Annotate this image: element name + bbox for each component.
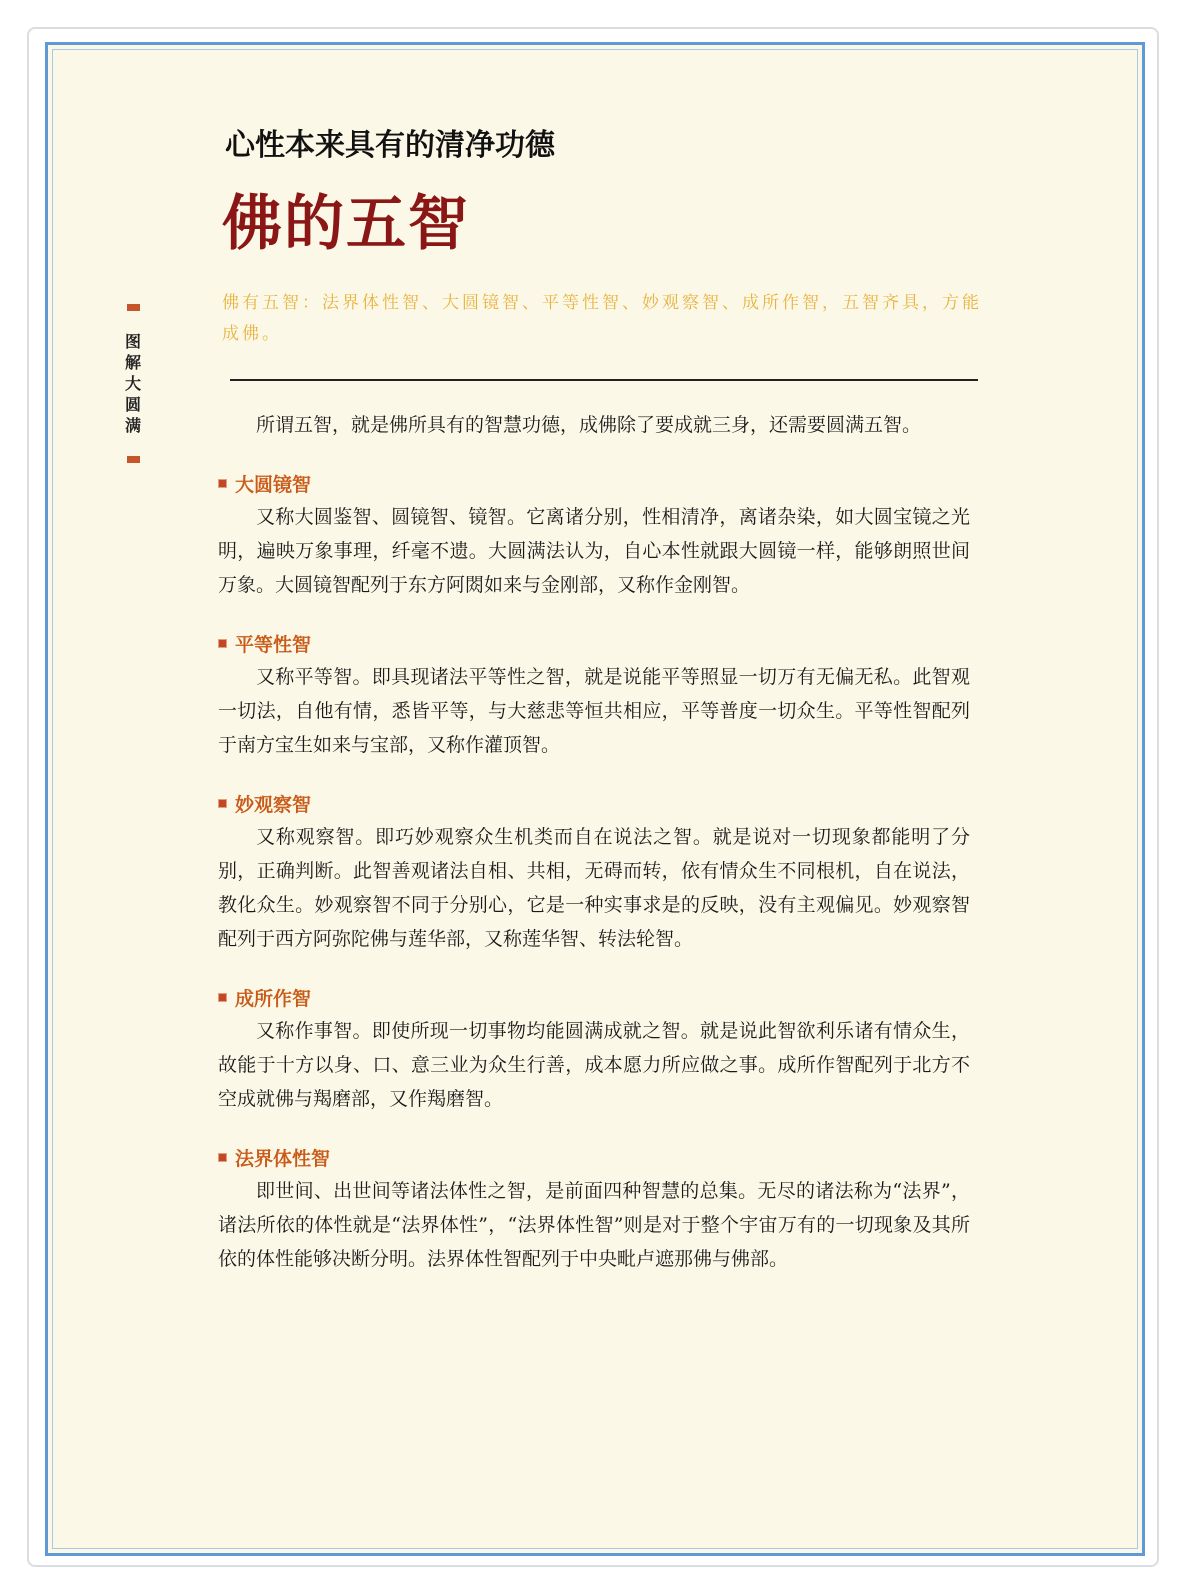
section-heading: [218, 788, 970, 818]
intro-summary: 佛有五智：法界体性智、大圆镜智、平等性智、妙观察智、成所作智，五智齐具，方能成佛。: [222, 293, 982, 344]
section-body: 又称作事智。即使所现一切事物均能圆满成就之智。就是说此智欲利乐诸有情众生，故能于十方以身、口、意三业为众生行善，成本愿力所应做之事。成所作智配列于北方不空成就佛与羯磨部，又作羯磨智。: [218, 1020, 970, 1110]
section-heading: [218, 1142, 970, 1172]
section-heading-text: 大圆镜智: [235, 473, 312, 496]
side-mark-top: [127, 304, 140, 311]
section-heading: [218, 628, 970, 658]
section-body: 又称平等智。即具现诸法平等性之智，就是说能平等照显一切万有无偏无私。此智观一切法，自他有情，悉皆平等，与大慈悲等恒共相应，平等普度一切众生。平等性智配列于南方宝生如来与宝部，又称作灌顶智。: [218, 666, 970, 756]
side-tab: [120, 300, 146, 467]
opening-paragraph: 所谓五智，就是佛所具有的智慧功德，成佛除了要成就三身，还需要圆满五智。: [256, 414, 922, 436]
square-bullet-icon: [218, 799, 227, 808]
square-bullet-icon: [218, 479, 227, 488]
page-title: 佛的五智: [222, 189, 470, 259]
section-accomplishment-wisdom: [218, 982, 970, 1116]
section-body: 即世间、出世间等诸法体性之智，是前面四种智慧的总集。无尽的诸法称为“法界”，诸法所依的体性就是“法界体性”，“法界体性智”则是对于整个宇宙万有的一切现象及其所依的体性能够决断分明。法界体性智配列于中央毗卢遮那佛与佛部。: [218, 1180, 970, 1270]
square-bullet-icon: [218, 639, 227, 648]
section-body: 又称观察智。即巧妙观察众生机类而自在说法之智。就是说对一切现象都能明了分别，正确判断。此智善观诸法自相、共相，无碍而转，依有情众生不同根机，自在说法，教化众生。妙观察智不同于分别心，它是一种实事求是的反映，没有主观偏见。妙观察智配列于西方阿弥陀佛与莲华部，又称莲华智、转法轮智。: [218, 826, 970, 950]
section-great-mirror-wisdom: [218, 468, 970, 602]
section-heading-text: 平等性智: [235, 633, 312, 656]
section-heading-text: 成所作智: [235, 987, 312, 1010]
page-subtitle: 心性本来具有的清净功德: [225, 128, 555, 163]
section-heading: [218, 982, 970, 1012]
divider-line: [230, 379, 978, 381]
section-heading: [218, 468, 970, 498]
section-body: 又称大圆鉴智、圆镜智、镜智。它离诸分别，性相清净，离诸杂染，如大圆宝镜之光明，遍映万象事理，纤毫不遗。大圆满法认为，自心本性就跟大圆镜一样，能够朗照世间万象。大圆镜智配列于东方阿閦如来与金刚部，又称作金刚智。: [218, 506, 970, 596]
section-equality-wisdom: [218, 628, 970, 762]
section-observation-wisdom: [218, 788, 970, 956]
section-heading-text: 妙观察智: [235, 793, 312, 816]
square-bullet-icon: [218, 1153, 227, 1162]
main-content: [218, 408, 970, 1276]
square-bullet-icon: [218, 993, 227, 1002]
section-heading-text: 法界体性智: [235, 1147, 331, 1170]
side-mark-bottom: [127, 456, 140, 463]
side-tab-label: 图解大圆满: [124, 332, 141, 435]
section-dharmadhatu-wisdom: [218, 1142, 970, 1276]
